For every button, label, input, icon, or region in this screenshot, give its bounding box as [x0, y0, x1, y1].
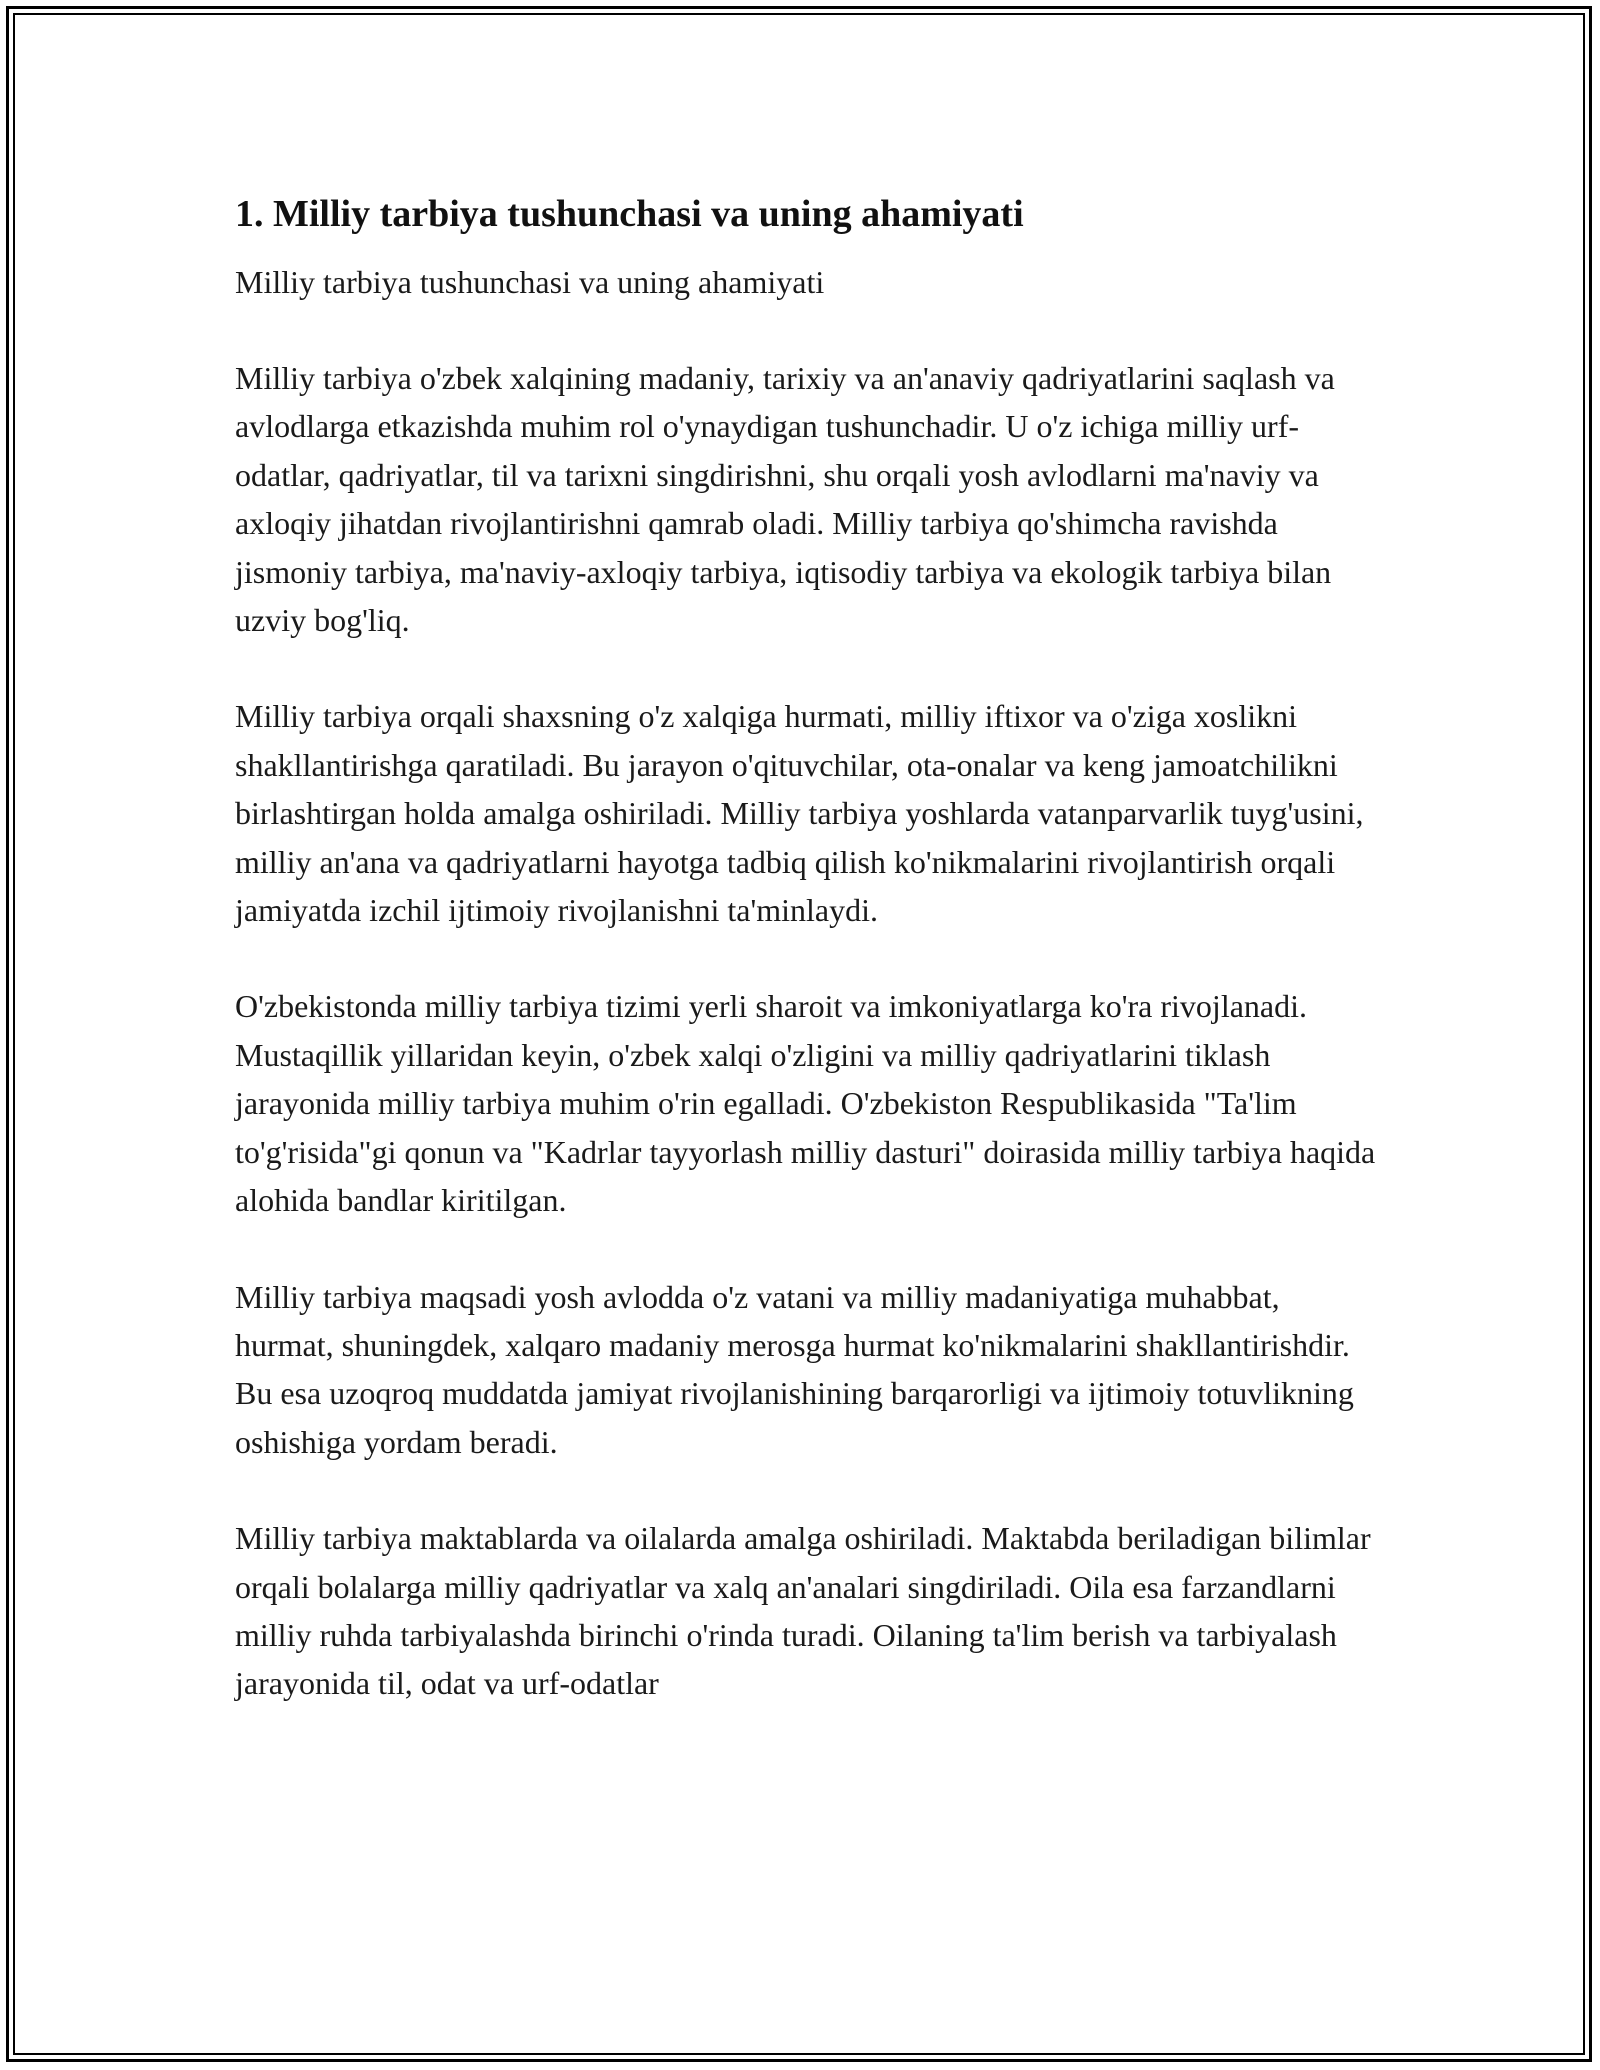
document-body [235, 190, 1385, 1756]
paragraph-3: O'zbekistonda milliy tarbiya tizimi yerli sharoit va imkoniyatlarga ko'ra rivojlanadi. Mustaqillik yillaridan keyin, o'zbek xalqi o'zligini va milliy qadriyatlarini tiklash jarayonida milliy tarbiya muhim o'rin egalladi. O'zbekiston Respublikasida "Ta'lim to'g'risida"gi qonun va "Kadrlar tayyorlash milliy dasturi" doirasida milliy tarbiya haqida alohida bandlar kiritilgan. [235, 988, 1376, 1219]
paragraph-1: Milliy tarbiya o'zbek xalqining madaniy, tarixiy va an'anaviy qadriyatlarini saqlash va avlodlarga etkazishda muhim rol o'ynaydigan tushunchadir. U o'z ichiga milliy urf-odatlar, qadriyatlar, til va tarixni singdirishni, shu orqali yosh avlodlarni ma'naviy va axloqiy jihatdan rivojlantirishni qamrab oladi. Milliy tarbiya qo'shimcha ravishda jismoniy tarbiya, ma'naviy-axloqiy tarbiya, iqtisodiy tarbiya va ekologik tarbiya bilan uzviy bog'liq. [235, 360, 1335, 639]
section-heading: 1. Milliy tarbiya tushunchasi va uning ahamiyati [235, 193, 1024, 235]
section-subtitle: Milliy tarbiya tushunchasi va uning ahamiyati [235, 264, 825, 300]
paragraph-2: Milliy tarbiya orqali shaxsning o'z xalqiga hurmati, milliy iftixor va o'ziga xoslikni shakllantirishga qaratiladi. Bu jarayon o'qituvchilar, ota-onalar va keng jamoatchilikni birlashtirgan holda amalga oshiriladi. Milliy tarbiya yoshlarda vatanparvarlik tuyg'usini, milliy an'ana va qadriyatlarni hayotga tadbiq qilish ko'nikmalarini rivojlantirish orqali jamiyatda izchil ijtimoiy rivojlanishni ta'minlaydi. [235, 698, 1364, 929]
paragraph-5: Milliy tarbiya maktablarda va oilalarda amalga oshiriladi. Maktabda beriladigan bilimlar orqali bolalarga milliy qadriyatlar va xalq an'analari singdiriladi. Oila esa farzandlarni milliy ruhda tarbiyalashda birinchi o'rinda turadi. Oilaning ta'lim berish va tarbiyalash jarayonida til, odat va urf-odatlar [235, 1520, 1371, 1702]
paragraph-4: Milliy tarbiya maqsadi yosh avlodda o'z vatani va milliy madaniyatiga muhabbat, hurmat, shuningdek, xalqaro madaniy merosga hurmat ko'nikmalarini shakllantirishdir. Bu esa uzoqroq muddatda jamiyat rivojlanishining barqarorligi va ijtimoiy totuvlikning oshishiga yordam beradi. [235, 1278, 1354, 1460]
